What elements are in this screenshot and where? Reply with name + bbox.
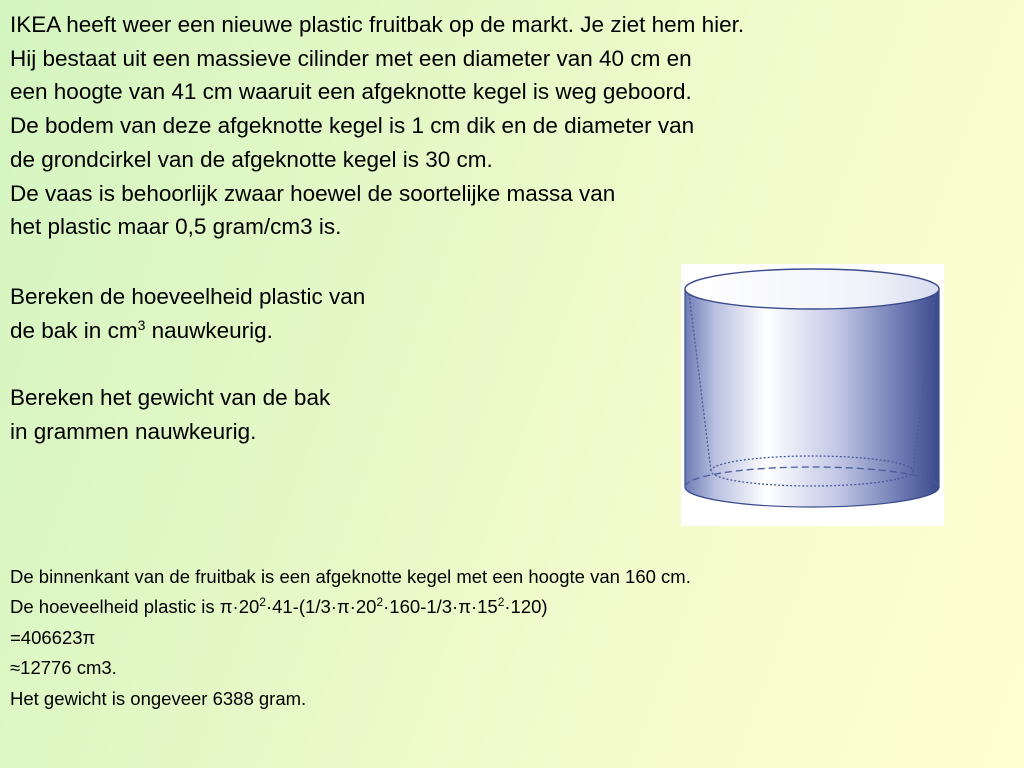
solution-line-2 <box>10 592 691 622</box>
question-volume <box>10 280 365 347</box>
intro-line-5: de grondcirkel van de afgeknotte kegel is 30 cm. <box>10 146 493 172</box>
question-weight-line-2: in grammen nauwkeurig. <box>10 418 257 444</box>
question-volume-text: de bak in cm <box>10 317 138 343</box>
questions <box>10 280 365 482</box>
solution-formula-b: ·41-(1/3·π·20 <box>265 596 377 618</box>
intro-line-1: IKEA heeft weer een nieuwe plastic fruitbak op de markt. Je ziet hem hier. <box>10 12 745 37</box>
question-volume-line-1: Bereken de hoeveelheid plastic van <box>10 284 366 309</box>
superscript-3: 3 <box>137 316 146 333</box>
question-weight-line-1: Bereken het gewicht van de bak <box>10 385 331 411</box>
solution-line-4: ≈12776 cm3. <box>10 657 117 679</box>
cylinder-figure-icon <box>681 264 944 526</box>
question-volume-text-end: nauwkeurig. <box>145 317 273 343</box>
intro-line-6: De vaas is behoorlijk zwaar hoewel de soortelijke massa van <box>10 180 616 206</box>
solution-line-1: De binnenkant van de fruitbak is een afgeknotte kegel met een hoogte van 160 cm. <box>10 566 691 587</box>
intro-line-3: een hoogte van 41 cm waaruit een afgeknotte kegel is weg geboord. <box>10 79 692 105</box>
intro-line-7: het plastic maar 0,5 gram/cm3 is. <box>10 214 342 240</box>
solution-sup-1: 2 <box>259 595 266 610</box>
solution-sup-2: 2 <box>376 595 384 610</box>
question-volume-line-2 <box>10 314 365 348</box>
cylinder-body <box>685 289 939 507</box>
cylinder-top-face <box>685 269 939 309</box>
solution-formula-c: ·160-1/3·π·15 <box>383 596 498 618</box>
solution-formula-d: ·120) <box>504 596 548 618</box>
solution-line-5: Het gewicht is ongeveer 6388 gram. <box>10 687 307 709</box>
fruit-bowl-figure <box>681 264 944 526</box>
problem-statement <box>10 8 1000 244</box>
solution-line-3: =406623π <box>10 626 96 648</box>
question-weight <box>10 381 365 448</box>
intro-line-4: De bodem van deze afgeknotte kegel is 1 cm dik en de diameter van <box>10 113 695 139</box>
solution-sup-3: 2 <box>497 595 505 610</box>
intro-line-2: Hij bestaat uit een massieve cilinder met een diameter van 40 cm en <box>10 45 692 71</box>
solution <box>10 562 691 714</box>
solution-formula-a: De hoeveelheid plastic is π·20 <box>10 596 260 618</box>
